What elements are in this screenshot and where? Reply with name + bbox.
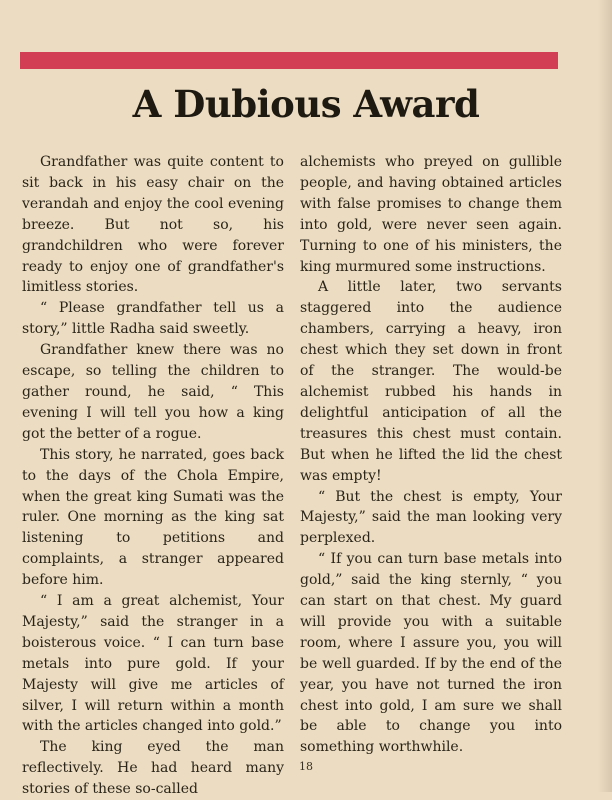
- left-column: [22, 152, 284, 800]
- paragraph: alchemists who preyed on gullible people, and having obtained articles with false promises to change them into gold, were never seen again. Turning to one of his ministers, the king murmured some instructions.: [300, 154, 562, 275]
- paragraph: “ Please grandfather tell us a story,” little Radha said sweetly.: [22, 300, 284, 338]
- paragraph: “ If you can turn base metals into gold,” said the king sternly, “ you can start on that chest. My guard will provide you with a suitable room, where I assure you, you will be well guarded. If by the end of the year, you have not turned the iron chest into gold, I am sure we shall be able to change you into something worthwhile.: [300, 551, 562, 756]
- paragraph: The king eyed the man reflectively. He had heard many stories of these so-called: [22, 739, 284, 798]
- paragraph: This story, he narrated, goes back to the days of the Chola Empire, when the great king Sumati was the ruler. One morning as the king sat listening to petitions and complaints, a stranger appeared before him.: [22, 446, 284, 589]
- paragraph: A little later, two servants staggered into the audience chambers, carrying a heavy, iron chest which they set down in front of the stranger. The would-be alchemist rubbed his hands in delightful anticipation of all the treasures this chest must contain. But when he lifted the lid the chest was empty!: [300, 279, 562, 484]
- paragraph: Grandfather was quite content to sit back in his easy chair on the verandah and enjoy the cool evening breeze. But not so, his grandchildren who were forever ready to enjoy one of grandfather's limitless stories.: [22, 154, 284, 296]
- paragraph: “ I am a great alchemist, Your Majesty,” said the stranger in a boisterous voice. “ I can turn base metals into pure gold. If your Majesty will give me articles of silver, I will return within a month with the articles changed into gold.”: [22, 593, 284, 735]
- right-column: [300, 152, 562, 758]
- paragraph: “ But the chest is empty, Your Majesty,” said the man looking very perplexed.: [300, 488, 562, 547]
- header-red-bar: [20, 52, 558, 69]
- story-title: A Dubious Award: [132, 82, 480, 126]
- paragraph: Grandfather knew there was no escape, so telling the children to gather round, he said, “ This evening I will tell you how a king got the better of a rogue.: [22, 342, 284, 442]
- page-number: 18: [299, 760, 313, 773]
